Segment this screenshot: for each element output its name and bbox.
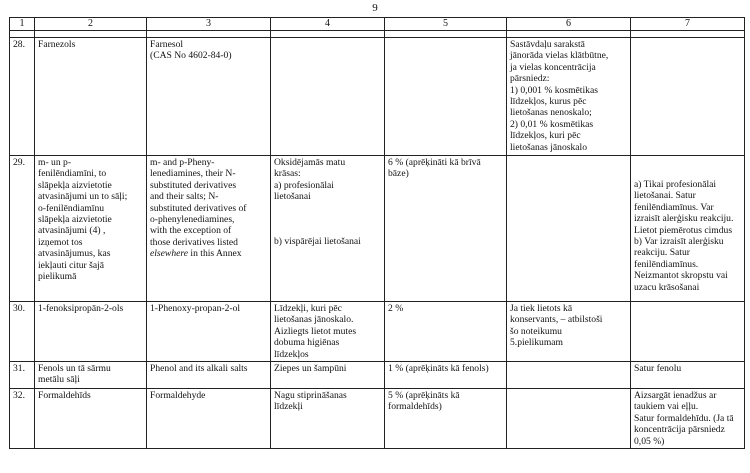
text-line: b) vispārējai lietošanai <box>274 235 361 247</box>
text-line: Formaldehyde <box>150 390 206 402</box>
text-line: Satur formaldehīdu. (Ja tā <box>634 412 734 424</box>
text-line: bāze) <box>388 168 409 180</box>
text-fragment: in this Annex <box>188 248 242 260</box>
use-field <box>271 362 385 389</box>
use-field <box>271 389 385 449</box>
column-header: 5 <box>385 18 507 31</box>
text-line: atvasinājumi (4) , <box>38 225 106 237</box>
text-line: koncentrācija pārsniedz <box>634 424 725 436</box>
text-line: slāpekļa aizvietotie <box>38 214 112 226</box>
text-line: m- and p-Pheny- <box>150 157 215 168</box>
text-line: līdzekļos, kuri pēc <box>510 130 581 142</box>
other-conditions <box>507 362 631 389</box>
column-header: 4 <box>271 18 385 31</box>
text-line: fenilēndiamīni, to <box>38 168 107 180</box>
text-line: Nagu stiprināšanas <box>274 390 347 402</box>
latvian-name <box>35 389 147 449</box>
text-line: b) Var izraisīt alerģisku <box>634 236 724 248</box>
text-line: jānorāda vielas klātbūtne, <box>510 50 609 62</box>
warnings <box>631 302 745 362</box>
text-line: Fenols un tā sārmu <box>38 363 111 375</box>
text-line: 5.pielikumam <box>510 337 564 349</box>
table-row <box>10 302 745 362</box>
text-line: Oksidējamās matu <box>274 157 346 168</box>
other-conditions <box>507 156 631 302</box>
concentration <box>385 38 507 156</box>
column-header: 2 <box>35 18 147 31</box>
text-line: izraisīt alerģisku reakciju. <box>634 213 734 225</box>
text-line: o-phenylenediamines, <box>150 214 235 226</box>
column-header: 3 <box>147 18 271 31</box>
text-line: 2) 0,01 % kosmētikas <box>510 118 594 130</box>
text-line: lietošanas nenoskalo; <box>510 107 592 119</box>
text-line: Phenol and its alkali salts <box>150 363 248 375</box>
text-line: fenilēndiamīnus. Var <box>634 201 714 213</box>
text-line: formaldehīds) <box>388 401 442 413</box>
other-conditions <box>507 389 631 449</box>
latvian-name <box>35 156 147 302</box>
concentration <box>385 156 507 302</box>
row-number: 32. <box>10 389 35 449</box>
column-header-row <box>10 18 745 31</box>
text-line: pārsniedz: <box>510 73 550 85</box>
text-line: atvasinājumi un to sāļi; <box>38 191 128 203</box>
text-line: 5 % (aprēķināts kā <box>388 390 460 402</box>
text-line: lietošanas jānoskalo <box>510 141 587 153</box>
row-number: 30. <box>10 302 35 362</box>
text-line: līdzekļos <box>274 348 309 360</box>
text-line: with the exception of <box>150 225 232 237</box>
text-line: 0,05 %) <box>634 435 665 447</box>
text-line: Lietot piemērotus cimdus <box>634 224 733 236</box>
table-row <box>10 389 745 449</box>
text-line: slāpekļa aizvietotie <box>38 179 112 191</box>
english-name <box>147 362 271 389</box>
text-line: 6 % (aprēķināti kā brīvā <box>388 157 481 168</box>
text-line: 1 % (aprēķināts kā fenols) <box>388 363 489 375</box>
text-line: Aizliegts lietot mutes <box>274 325 357 337</box>
text-line: and their salts; N- <box>150 191 219 203</box>
text-line: 1) 0,001 % kosmētikas <box>510 84 598 96</box>
text-line: iekļauti citur šajā <box>38 259 105 271</box>
text-line: lietošanas jānoskalo. <box>274 314 354 326</box>
latvian-name <box>35 38 147 156</box>
text-line: pielikumā <box>38 271 77 283</box>
text-line: Līdzekļi, kuri pēc <box>274 303 342 314</box>
row-number: 29. <box>10 156 35 302</box>
english-name <box>147 389 271 449</box>
text-line: Aizsargāt ienadžus ar <box>634 390 717 402</box>
other-conditions <box>507 302 631 362</box>
column-header: 6 <box>507 18 631 31</box>
warnings <box>631 362 745 389</box>
text-line: 2 % <box>388 303 404 314</box>
ingredients-table <box>9 17 745 449</box>
text-line: taukiem vai eļļu. <box>634 401 699 413</box>
text-line: Satur fenolu <box>634 363 682 375</box>
text-line: krāsas: <box>274 168 301 180</box>
italic-text: elsewhere <box>150 248 189 260</box>
text-line: 1-fenoksipropān-2-ols <box>38 303 124 314</box>
other-conditions <box>507 38 631 156</box>
text-line: Farnesol <box>150 39 184 50</box>
text-line: atvasinājumus, kas <box>38 248 111 260</box>
text-line: a) profesionālai <box>274 179 334 191</box>
text-line: Neizmantot skropstu vai <box>634 270 728 282</box>
text-line: reakciju. Satur <box>634 247 690 259</box>
concentration <box>385 362 507 389</box>
text-line: līdzekļi <box>274 401 303 413</box>
text-line: Ja tiek lietots kā <box>510 303 573 314</box>
table-row <box>10 362 745 389</box>
text-line: 1-Phenoxy-propan-2-ol <box>150 303 241 314</box>
text-line: Formaldehīds <box>38 390 91 402</box>
row-number: 31. <box>10 362 35 389</box>
text-line: Farnezols <box>38 39 76 50</box>
use-field <box>271 38 385 156</box>
text-line: šo noteikumu <box>510 325 562 337</box>
spacer-row <box>10 31 745 38</box>
english-name <box>147 156 271 302</box>
text-line: lenediamines, their N- <box>150 168 236 180</box>
use-field <box>271 302 385 362</box>
text-line: dobuma higiēnas <box>274 337 340 349</box>
text-line: (CAS No 4602-84-0) <box>150 50 232 62</box>
text-line: m- un p- <box>38 157 72 168</box>
text-line: substituted derivatives <box>150 179 237 191</box>
warnings <box>631 389 745 449</box>
warnings <box>631 156 745 302</box>
column-header: 1 <box>10 18 35 31</box>
table-row <box>10 156 745 302</box>
table-row <box>10 38 745 156</box>
text-line: a) Tikai profesionālai <box>634 179 717 190</box>
text-line: Sastāvdaļu sarakstā <box>510 39 585 50</box>
text-line: o-fenilēndiamīnu <box>38 202 105 214</box>
text-line: Ziepes un šampūni <box>274 363 347 375</box>
text-line <box>150 248 267 259</box>
text-line: substituted derivatives of <box>150 202 247 214</box>
latvian-name <box>35 302 147 362</box>
english-name <box>147 302 271 362</box>
concentration <box>385 389 507 449</box>
use-field <box>271 156 385 302</box>
column-header: 7 <box>631 18 745 31</box>
text-line: metālu sāļi <box>38 374 80 386</box>
latvian-name <box>35 362 147 389</box>
text-line: lietošanai <box>274 191 311 203</box>
text-line: izņemot tos <box>38 236 83 248</box>
text-line: those derivatives listed <box>150 236 238 248</box>
text-line: līdzekļos, kurus pēc <box>510 96 587 108</box>
text-line: lietošanai. Satur <box>634 190 696 202</box>
warnings <box>631 38 745 156</box>
page-number: 9 <box>372 2 378 14</box>
english-name <box>147 38 271 156</box>
text-line: uzacu krāsošanai <box>634 281 700 293</box>
text-line: fenilēndiamīnus. <box>634 258 699 270</box>
concentration <box>385 302 507 362</box>
text-line: konservants, – atbilstoši <box>510 314 603 326</box>
row-number: 28. <box>10 38 35 156</box>
text-line: ja vielas koncentrācija <box>510 61 596 73</box>
